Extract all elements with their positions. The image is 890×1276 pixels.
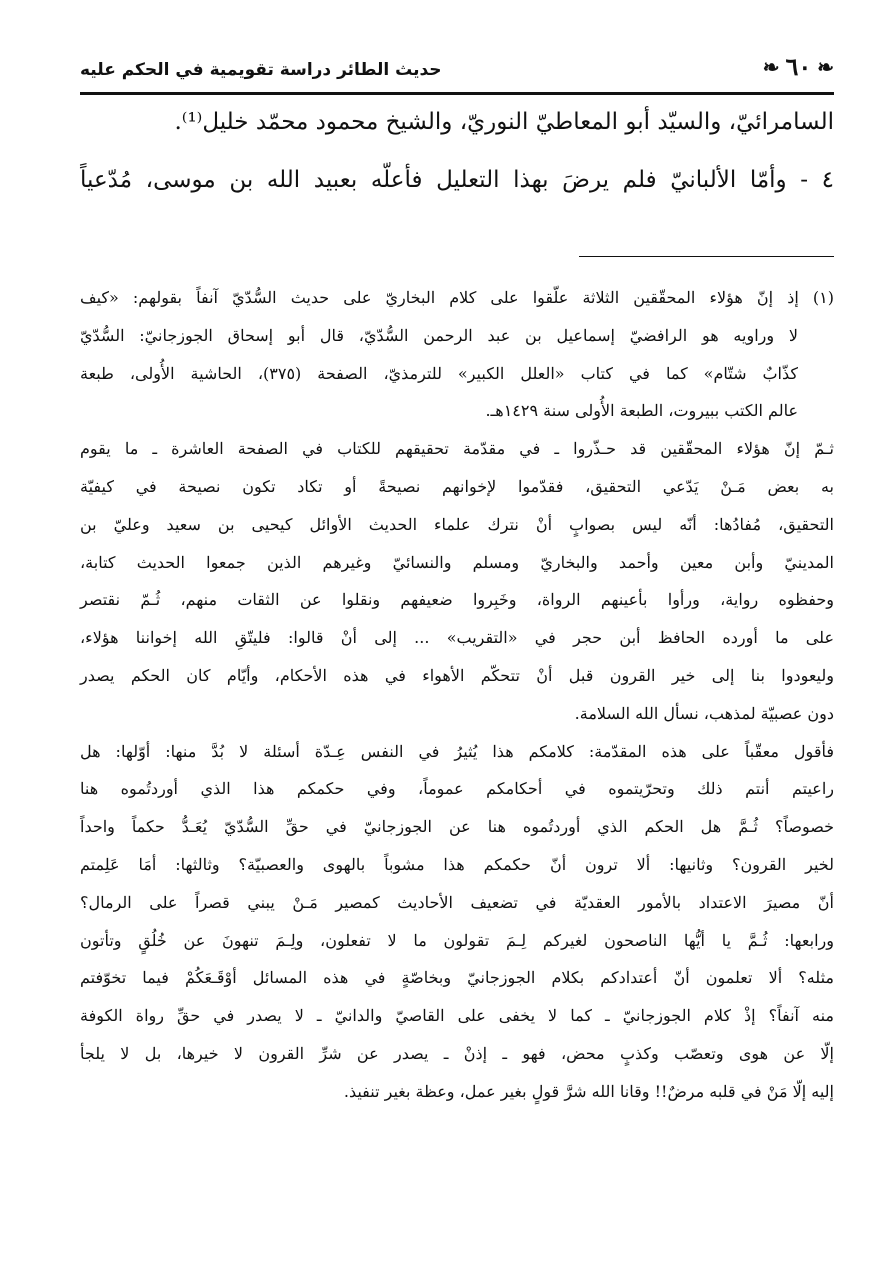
footnote-line: وليعودوا بنا إلى خير القرون قبل أنْ تتحكّم الأهواء في هذه الأحكام، وأيّام كان الحكم يصدر bbox=[80, 665, 834, 685]
footnote-line: به بعض مَـنْ يَدّعي التحقيق، فقدّموا لإخوانهم نصيحةً أو تكاد تكون نصيحة في كيفيّة bbox=[80, 476, 834, 496]
footnote-line: مثله؟ ألا تعلمون أنّ أعتدادكم بكلام الجوزجانيّ وبخاصّةٍ في هذه المسائل أوْقَـعَكُمْ فيما تخوّفتم bbox=[80, 968, 834, 988]
footnote-line: المدينيّ وأبن معين وأحمد والبخاريّ ومسلم والنسائيّ وغيرهم الذين جمعوا الحديث كتابة، bbox=[80, 552, 834, 572]
footnote-line: دون عصبيّة لمذهب، نسأل الله السلامة. bbox=[574, 703, 834, 723]
footnote-line: ورابعها: ثُـمَّ يا أيُّها الناصحون لغيركم لِـمَ تقولون ما لا تفعلون، ولِـمَ تنهونَ عن خُلُقٍ وتأتون bbox=[80, 930, 834, 950]
footnote-line: لخير القرون؟ وثانيها: ألا ترون أنّ حكمكم هذا مشوباً بالهوى والعصبيّة؟ وثالثها: أمَا عَلِمتم bbox=[80, 854, 834, 874]
running-title: حديث الطائر دراسة تقويمية في الحكم عليه bbox=[80, 60, 442, 80]
footnote-line: عالم الكتب ببيروت، الطبعة الأُولى سنة ١٤٢٩هـ. bbox=[485, 401, 798, 421]
main-line: ٤ - وأمّا الألبانيّ فلم يرضَ بهذا التعليل فأعلّه بعبيد الله بن موسى، مُدّعياً bbox=[80, 167, 834, 193]
footnote-line: كذّابٌ شتّام» كما في كتاب «العلل الكبير» للترمذيّ، الصفحة (٣٧٥)، الحاشية الأُولى، طبعة bbox=[80, 363, 798, 383]
footnote-line: إلّا عن هوى وتعصّب وكذبٍ محض، فهو ـ إذنْ ـ يصدر عن شرِّ القرون لا خيرها، بل لا يلجأ bbox=[80, 1043, 835, 1063]
footnote-line: منه آنفاً؟ إذْ كلام الجوزجانيّ ـ كما لا يخفى على القاصيّ والدانيّ ـ لا يصدر في حقِّ رواة الكوفة bbox=[80, 1006, 834, 1026]
footnote-line: إليه إلّا مَنْ في قلبه مرضٌ!! وقانا الله شرَّ قولٍ بغير عمل، وعظة بغير تنفيذ. bbox=[343, 1081, 834, 1101]
footnote-line: راعيتم أنتم ذلك وتحرّيتموه في أحكامكم عموماً، وفي حكمكم هذا الذي أوردتُموه هنا bbox=[80, 779, 834, 799]
footnote-line: التحقيق، مُفادُها: أنّه ليس بصوابٍ أنْ نترك علماء الحديث الأوائل كيحيى بن سعيد وعليّ بن bbox=[80, 514, 834, 534]
page-number bbox=[763, 52, 834, 81]
page-number-text: ٦٠ bbox=[785, 52, 812, 81]
main-text bbox=[80, 100, 834, 216]
main-line: السامرائيّ، والسيّد أبو المعاطيّ النوريّ، والشيخ محمود محمّد خليل⁽¹⁾. bbox=[174, 109, 834, 135]
ornament-icon: ❧ bbox=[762, 54, 780, 79]
footnotes bbox=[80, 281, 834, 1113]
footnote-line: فأقول معقّباً على هذه المقدّمة: كلامكم هذا يُثيرُ في النفس عِـدّة أسئلة لا بُدَّ منها: أوّلها: هل bbox=[80, 741, 834, 761]
footnote-line: (١) إذ إنّ هؤلاء المحقّقين الثلاثة علّقوا على كلام البخاريّ على حديث السُّدّيّ آنفاً بقولهم: «كيف bbox=[80, 288, 834, 307]
footnote-line: خصوصاً؟ ثُـمَّ هل الحكم الذي أوردتُموه هنا عن الجوزجانيّ في حقِّ السُّدّيّ يُعَـدُّ حكماً واحداً bbox=[80, 817, 834, 837]
footnote-line: أنّ مصيرَ الاعتداد بالأمور العقديّة في تضعيف الأحاديث كمصير مَـنْ يبني قصراً على الرمال؟ bbox=[80, 892, 834, 912]
running-header bbox=[80, 48, 834, 95]
ornament-icon: ❧ bbox=[817, 54, 834, 79]
footnote-line: وحفظوه رواية، ورأوا بأعينهم الرواة، وخَبِروا ضعيفهم ونقلوا عن الثقات منهم، ثُـمّ نقتصر bbox=[80, 590, 834, 610]
footnote-line: لا وراويه هو الرافضيّ إسماعيل بن عبد الرحمن السُّدّيّ، قال أبو إسحاق الجوزجانيّ: السُّدّيّ bbox=[80, 325, 798, 345]
footnote-line: على ما أورده الحافظ أبن حجر في «التقريب» ... إلى أنْ قالوا: فليتّقِ الله إخواننا هؤلاء، bbox=[80, 628, 834, 648]
footnote-separator bbox=[579, 256, 834, 257]
footnote-line: ثـمّ إنّ هؤلاء المحقّقين قد حـذّروا ـ في مقدّمة تحقيقهم للكتاب في الصفحة العاشرة ـ ما يقوم bbox=[80, 439, 834, 459]
